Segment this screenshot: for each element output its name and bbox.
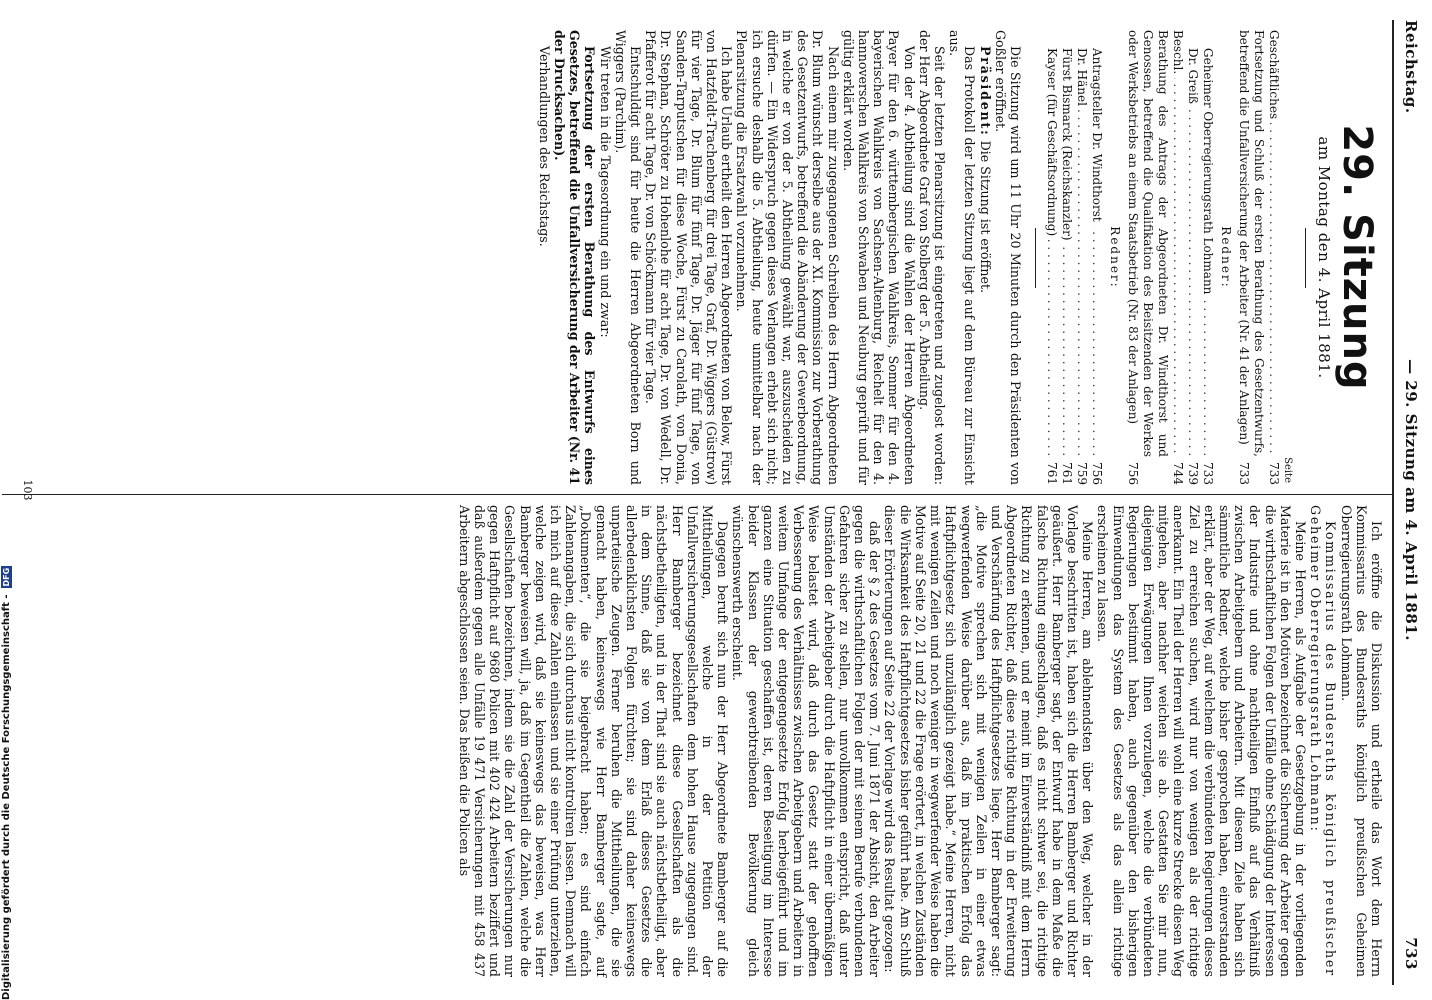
toc-item-title [1200,48,1215,457]
toc-item-text: Dr. Greiß [1186,48,1200,108]
left-paragraphs [597,30,977,485]
digitization-credit [0,0,14,1000]
toc-item-title [1074,48,1089,457]
toc-item-text: Kayser (für Geschäftsordnung) [1045,48,1059,240]
toc-item-page: 756 [1126,462,1140,485]
session-date: am Montag den 4. April 1881. [1315,136,1333,379]
body-paragraph: Wir treten in die Tagesordnung ein und zwar: [597,46,613,338]
toc-item-title [1125,30,1170,457]
toc-item-text: Beschl. [1171,30,1185,78]
running-head [1396,20,1420,980]
president-paragraph [977,30,992,485]
column-divider [2,494,1392,495]
toc-item-page: 733 [1237,462,1251,485]
toc-item [1125,30,1170,485]
toc-item-title [1059,48,1074,457]
table-of-contents [1044,30,1293,485]
agenda-item: Fortsetzung der ersten Berathung des Entwurfs eines Gesetzes, betreffend die Unfallversicherung der Arbeiter (Nr. 41 der Drucksachen). [551,30,598,485]
toc-item-title [1170,30,1185,457]
body-paragraph: Nach einem mir zugegangenen Schreiben des Herrn Abgeordneten Dr. Blum wünscht derselbe aus der XI. Kommission zur Vorberathung des Gesetzentwurfs, betreffend die Abänderung der Gewerbeordnung, in welche er von der 5. Abtheilung gewählt war, auszuscheiden zu dürfen. — Ein Widerspruch gegen dieses Verlangen erhebt sich nicht; ich ersuche deshalb die 5. Abtheilung, heute unmittelbar nach der Plenarsitzung die Ersatzwahl vorzunehmen. [734,30,841,485]
toc-item-page: 761 [1045,462,1059,485]
body-paragraph: Meine Herren, am ablehnendsten über den Weg, welcher in der Vorlage beschritten ist, haben sich die Herren Bamberger und Richter geäußert. Herr Bamberger sagt, der Entwurf habe in dem Maße die falsche Richtung eingeschlagen, daß es nicht schwer sei, die richtige Richtung zu erkennen, und er meint im Einverständniß mit dem Herrn Abgeordneten Richter, daß diese richtige Richtung in der Erweiterung und Verschärfung des Haftpflichtgesetzes liege. Herr Bamberger sagt: „die Motive sprechen sich mit wenigen Zeilen in einer etwas wegwerfenden Weise darüber aus, daß im praktischen Erfolg das Haftpflichtgesetz sich unzulänglich gezeigt habe.“ Meine Herren, nicht mit wenigen Zeilen und noch weniger in wegwerfender Weise haben die Motive auf Seite 20, 21 und 22 die Frage erörtert, in welchen Zuständen die Wirksamkeit des Haftpflichtgesetzes bisher geführt habe. Am Schluß dieser Erörterungen auf Seite 22 der Vorlage wird das Resultat gezogen: [882,505,1096,977]
toc-item-page: 759 [1075,462,1089,485]
body-paragraph: Entschuldigt sind für heute die Herren Abgeordneten Born und Wiggers (Parchim). [612,30,643,485]
toc-item [1074,30,1089,485]
president-text: Die Sitzung ist eröffnet. [977,140,993,294]
footer-number: 103 [21,479,34,501]
body-paragraph: Das Protokoll der letzten Sitzung liegt auf dem Büreau zur Einsicht aus. [947,30,978,485]
left-column [537,30,1385,485]
toc-item [1059,30,1074,485]
agenda-tail: Verhandlungen des Reichstags. [536,46,552,247]
toc-item [1185,30,1200,485]
body-paragraph: Ich habe Urlaub ertheilt den Herren Abgeordneten von Below, Fürst von Hatzfeldt-Trachenberg für drei Tage, Graf, Dr. Wiggers (Güstrow) für vier Tage, Dr. Blum für fünf Tage, Dr. Jäger für fünf Tage, von Sanden-Tarputschen für diese Woche, Fürst zu Carolath, von Donia, Dr. Stephan, Schröter zu Hohenlohe für acht Tage, Dr. von Wedell, Dr. Pfafferot für acht Tage, Dr. von Schöckmann für vier Tage. [643,30,735,485]
opening-paragraph: Die Sitzung wird um 11 Uhr 20 Minuten durch den Präsidenten von Goßler eröffnet. [992,30,1023,485]
toc-item-text: Fürst Bismarck (Reichskanzler) [1060,48,1074,245]
toc-seite-label: Seite [1282,457,1293,483]
toc-item: Redner: [1108,226,1122,289]
toc-rule [1035,228,1036,288]
toc-item-title [1185,48,1200,457]
toc-item [1236,30,1266,485]
header-rule [1392,20,1394,985]
body-paragraph: Seit der letzten Plenarsitzung ist eingetreten und zugelost worden: der Herr Abgeordnete Graf von Stolberg der 5. Abtheilung. [916,30,947,485]
toc-item-page: 733 [1201,462,1215,485]
toc-item-title [1089,48,1104,457]
running-head-left: Reichstag. [1402,20,1420,114]
toc-item-page: 733 [1267,462,1281,485]
toc-item: Redner: [1219,226,1233,289]
session-title: 29. Sitzung [1334,124,1380,391]
toc-item-title [1266,30,1281,457]
toc-item-title [1236,30,1266,457]
toc-item [1200,30,1215,485]
toc-item [1044,30,1059,485]
right-column [457,505,1384,977]
toc-item-page: 744 [1171,462,1185,485]
toc-list [1044,30,1281,485]
body-paragraph: daß der § 2 des Gesetzes vom 7. Juni 1871 der Absicht, den Arbeiter gegen die wirthschaftlichen Folgen der mit seinem Berufe verbundenen Gefahren sicher zu stellen, nur unvollkommen entspricht, daß unter Umständen der Arbeitgeber durch die Haftpflicht in einer übermäßigen Weise belastet wird, daß durch das Gesetz statt der gehofften Verbesserung des Verhältnisses zwischen Arbeitgebern und Arbeitern in weitem Umfange der entgegengesetzte Erfolg herbeigeführt und im ganzen eine Situation geschaffen ist, deren Beseitigung im Interesse beider Klassen der gewerbtreibenden Bevölkerung gleich wünschenswerth erscheint. [730,505,883,977]
toc-item-page: 756 [1090,462,1104,485]
speaker-label: Kommissarius des Bundesraths königlich preußischer Geheimer Oberregierungsrath Lohmann: [1308,505,1339,977]
toc-item-text: Fortsetzung und Schluß der ersten Berathung des Gesetzentwurfs, betreffend die Unfallversicherung der Arbeiter (Nr. 41 der Anlagen) [1237,30,1266,457]
running-head-center: — 29. Sitzung am 4. April 1881. [1402,359,1420,641]
toc-item [1170,30,1185,485]
body-paragraph: Dagegen beruft sich nun der Herr Abgeordnete Bamberger auf die Mittheilungen, welche in der Petition der Unfallversicherungsgesellschaften dem hohen Hause zugegangen sind. Herr Bamberger bezeichnet diese Gesellschaften als die nächstbetheiligten, und in der That sind sie auch nächstbetheiligt, aber in dem Sinne, daß sie von dem Erlaß dieses Gesetzes die allerbedenklichsten Folgen fürchten; sie sind daher keineswegs unparteiische Zeugen. Ferner beruhen die Mittheilungen, die sie gemacht haben, keineswegs wie Herr Bamberger sagte, auf „Dokumenten“, die sie beigebracht haben; es sind einfach Zahlenangaben, die sich durchaus nicht kontroliren lassen. Demnach will ich mich auf diese Zahlen einlassen und sie einer Prüfung unterziehen, welche zeigen wird, daß sie keineswegs das beweisen, was Herr Bamberger beweisen will, ja, daß im Gegentheil die Zahlen, welche die Gesellschaften bezeichnen, indem sie die Zahl der Versicherungen nur gegen Haftpflicht auf 9680 Policen mit 402 424 Arbeitern beziffert und daß außerdem gegen alle Unfälle 19 471 Versicherungen mit 458 437 Arbeitern abgeschlossen seien. Das heißen die Policen als [456,505,731,977]
dfg-logo: DFG [1,567,11,587]
intro-paragraph: Ich eröffne die Diskussion und ertheile das Wort dem Herrn Kommissarius des Bundesraths königlich preußischen Geheimen Oberregierungsrath Lohmann. [1338,505,1384,977]
toc-item [1089,30,1104,485]
title-rule [1305,228,1306,288]
body-paragraph: Von der 4. Abtheilung sind die Wahlen der Herren Abgeordneten Payer für den 6. württembergischen Wahlkreis, Sommer für den 4. bayerischen Wahlkreis von Sachsen-Altenburg, Reichelt für den 4. hannoverschen Wahlkreis von Schwaben und Neuburg geprüft und für gültig erklärt worden. [840,30,917,485]
toc-item-text: Geschäftliches [1267,30,1281,123]
toc-item-text: Geheimer Oberregierungsrath Lohmann [1201,48,1215,298]
toc-item-page: 761 [1060,462,1074,485]
president-label: Präsident: [977,46,993,137]
toc-item-title [1044,48,1059,457]
toc-item-text: Antragsteller Dr. Windthorst [1090,48,1104,226]
toc-item-text: Dr. Hänel [1075,48,1089,110]
body-paragraph: Meine Herren, als Aufgabe der Gesetzgebung in der vorliegenden Materie ist in den Motiven bezeichnet die Sicherung der Arbeiter gegen die wirthschaftlichen Folgen der Unfälle ohne Schädigung der Interessen der Industrie und ohne nachtheiligen Einfluß auf das Verhältniß zwischen Arbeitgebern und Arbeitern. Mit diesem Ziele haben sich sämmtliche Redner, welche bisher gesprochen haben, einverstanden erklärt, aber der Weg, auf welchem die verbündeten Regierungen dieses Ziel zu erreichen suchen, wird nur von wenigen als der richtige anerkannt. Ein Theil der Herren will wohl eine kurze Strecke diesen Weg mitgehen, aber nachher weichen sie ab. Gestatten Sie mir nun, diejenigen Erwägungen Ihnen vorzulegen, welche die verbündeten Regierungen bestimmt haben, auch gegenüber den bisherigen Einwendungen das System des Gesetzes als das allein richtige erscheinen zu lassen. [1095,505,1308,977]
toc-item [1266,30,1281,485]
page-number: 733 [1402,937,1420,970]
toc-item-text: Berathung des Antrags der Abgeordneten Dr. Windthorst und Genossen, betreffend die Qualifikation des Beisitzenden der Werkes oder Werksbetriebs an einem Staatsbetrieb (Nr. 83 der Anlagen) [1126,30,1170,457]
toc-item-page: 739 [1186,462,1200,485]
credit-text: Digitalisierung gefördert durch die Deutsche Forschungsgemeinschaft - [1,594,12,1000]
speaker-paragraph [1308,505,1338,977]
right-paragraphs [457,505,1308,977]
